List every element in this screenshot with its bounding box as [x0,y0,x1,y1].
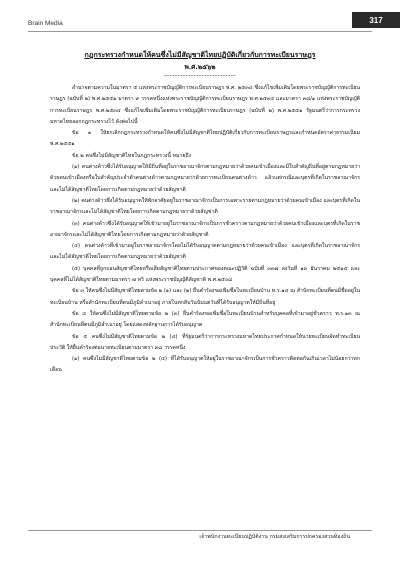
page-number: 317 [369,15,383,25]
paragraph: (๕) บุคคลที่ถูกถอนสัญชาติไทยหรือเสียสัญชาติไทยตามประกาศของคณะปฏิวัติ ฉบับที่ ๓๓๗ ลงวันที่ ๑๓ ธันวาคม ๒๕๑๕ และบุคคลที่ไม่ได้สัญชาติไทยตามมาตรา ๗ ทวิ แห่งพระราชบัญญัติสัญชาติ พ.ศ.๒๕๐๘ [50,265,360,284]
document-year: พ.ศ.๒๕๖๒ [184,63,216,71]
paragraph: อำนาจตามความในมาตรา ๕ แห่งพระราชบัญญัติการทะเบียนราษฎร พ.ศ. ๒๕๓๔ ซึ่งแก้ไขเพิ่มเติมโดยพระราชบัญญัติการทะเบียนราษฎร (ฉบับที่ ๒) พ.ศ.๒๕๕๑ มาตรา ๙ วรรคหนึ่งแห่งพระราชบัญญัติการทะเบียนราษฎร พ.ศ.๒๕๓๔ และมาตรา ๓๘/๑ แห่งพระราชบัญญัติการทะเบียนราษฎร พ.ศ.๒๕๓๔ ซึ่งแก้ไขเพิ่มเติมโดยพระราชบัญญัติการทะเบียนราษฎร (ฉบับที่ ๒) พ.ศ.๒๕๕๑ รัฐมนตรีว่าการกระทรวงมหาดไทยออกกฎกระทรวงไว้ ดังต่อไปนี้ [50,85,360,125]
paragraph: ข้อ ๕ คนซึ่งไม่มีสัญชาติไทยตามข้อ ๒ (๔) ที่รัฐมนตรีว่าการกระทรวงมหาดไทยประกาศกำหนดให้นายทะเบียนจัดทำทะเบียนประวัติ ให้ยื่นคำร้องต่อนายทะเบียนตามมาตรา ๓๘ วรรคหนึ่ง [50,333,360,351]
paragraph: ข้อ ๑ ให้ยกเลิกกฎกระทรวงกำหนดให้คนซึ่งไม่มีสัญชาติไทยปฏิบัติเกี่ยวกับการทะเบียนราษฎรและกำหนดอัตราค่าธรรมเนียม พ.ศ.๒๕๕๑ [50,130,360,148]
paragraph: (๔) คนต่างด้าวที่เข้ามาอยู่ในราชอาณาจักรโดยไม่ได้รับอนุญาตตามกฎหมายว่าด้วยคนเข้าเมือง และบุตรที่เกิดในราชอาณาจักรและไม่ได้สัญชาติไทยโดยการเกิดตามกฎหมายว่าด้วยสัญชาติ [50,243,360,261]
page-number-badge [352,12,400,28]
paragraph: (๓) คนต่างด้าวซึ่งได้รับอนุญาตให้เข้ามาอยู่ในราชอาณาจักรเป็นการชั่วคราวตามกฎหมายว่าด้วยคนเข้าเมืองและบุตรที่เกิดในราชอาณาจักรและไม่ได้สัญชาติไทยโดยการเกิดตามกฎหมายว่าด้วยสัญชาติ [50,220,360,238]
paragraph: (๑) คนซึ่งไม่มีสัญชาติไทยตามข้อ ๒ (๔) ที่ได้รับอนุญาตให้อยู่ในราชอาณาจักรเป็นการชั่วคราวติดต่อกันเกินเวลาไม่น้อยกว่าหกเดือน [50,356,360,374]
paragraph: (๒) คนต่างด้าวซึ่งได้รับอนุญาตให้พักอาศัยอยู่ในราชอาณาจักรเป็นการเฉพาะรายตามกฎหมายว่าด้วยคนเข้าเมือง และบุตรที่เกิดในราชอาณาจักรและไม่ได้สัญชาติไทยโดยการเกิดตามกฎหมายว่าด้วยสัญชาติ [50,197,360,216]
footer-text: เจ้าพนักงานทะเบียนปฏิบัติงาน กรมส่งเสริมการปกครองส่วนท้องถิ่น [199,534,350,540]
brand-label: Brain Media [28,20,63,27]
document-body [50,83,360,377]
footer-divider [28,530,372,531]
paragraph: ข้อ ๒ คนซึ่งไม่มีสัญชาติไทยในกฎกระทรวงนี้ หมายถึง [72,152,192,159]
header-divider [28,31,372,32]
paragraph: (๑) คนต่างด้าวซึ่งได้รับอนุญาตให้มีถิ่นที่อยู่ในราชอาณาจักรตามกฎหมายว่าด้วยคนเข้าเมืองและมีใบสำคัญถิ่นที่อยู่ตามกฎหมายว่าด้วยคนเข้าเมืองหรือใบสำคัญประจำตัวคนต่างด้าวตามกฎหมายว่าด้วยการทะเบียนคนต่างด้าว แล้วแต่กรณีและบุตรที่เกิดในราชอาณาจักรและไม่ได้สัญชาติไทยโดยการเกิดตามกฎหมายว่าด้วยสัญชาติ [50,164,360,193]
paragraph: ข้อ ๓ ให้คนซึ่งไม่มีสัญชาติไทยตามข้อ ๒ (๑) และ (๒) ยื่นคำร้องขอเพิ่มชื่อในทะเบียนบ้าน ท.ร.๑๔ ณ สำนักทะเบียนที่ตนมีชื่ออยู่ในทะเบียนบ้าน หรือสำนักทะเบียนที่ตนมีภูมิลำเนาอยู่ ภายในหกสิบวันนับแต่วันที่ได้รับอนุญาตให้มีถิ่นที่อยู่ [50,288,360,306]
title-divider: --------------------------- [164,72,236,79]
document-title: กฎกระทรวงกำหนดให้คนซึ่งไม่มีสัญชาติไทยปฏิบัติเกี่ยวกับการทะเบียนราษฎร [84,51,316,59]
paragraph: ข้อ ๔ ให้คนซึ่งไม่มีสัญชาติไทยตามข้อ ๒ (๓) ยื่นคำร้องขอเพิ่มชื่อในทะเบียนบ้านสำหรับบุคคลที่เข้ามาอยู่ชั่วคราว ท.ร.๑๓ ณ สำนักทะเบียนที่ตนมีภูมิลำเนาอยู่ โดยแสดงหลักฐานการได้รับอนุญาต [50,310,360,329]
